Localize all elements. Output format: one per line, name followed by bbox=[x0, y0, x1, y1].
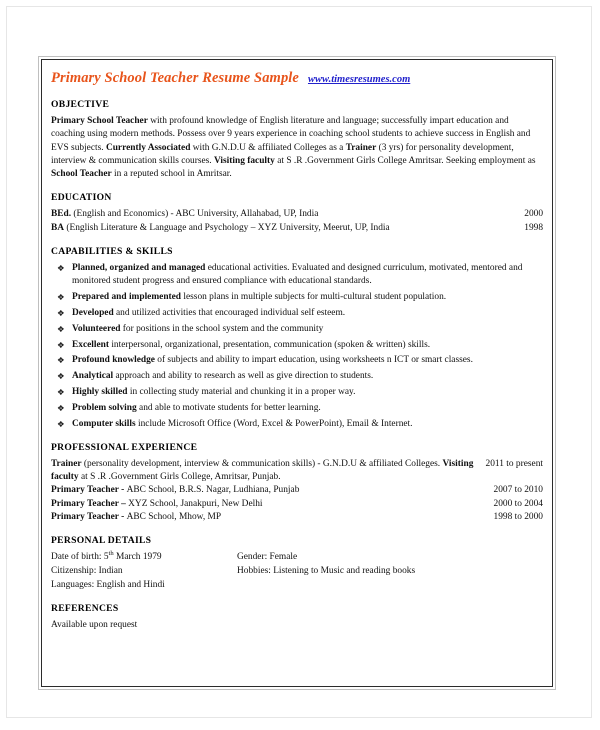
detail-gender: Gender: Female bbox=[237, 552, 298, 563]
list-item bbox=[51, 291, 543, 304]
list-item-text: for positions in the school system and the community bbox=[120, 323, 324, 334]
diamond-bullet-icon: ❖ bbox=[57, 386, 65, 397]
experience-entry-text bbox=[51, 498, 484, 511]
diamond-bullet-icon: ❖ bbox=[57, 418, 65, 429]
objective-text-4: at S .R .Government Girls College Amritsar. Seeking employment as bbox=[274, 155, 536, 166]
list-item-text: lesson plans in multiple subjects for multi-cultural student population. bbox=[181, 292, 447, 303]
list-item bbox=[51, 354, 543, 367]
diamond-bullet-icon: ❖ bbox=[57, 323, 65, 334]
list-item-bold: Analytical bbox=[72, 371, 114, 382]
personal-details-grid bbox=[51, 551, 543, 592]
experience-role: Primary Teacher – bbox=[51, 498, 129, 509]
list-item bbox=[51, 307, 543, 320]
education-heading: EDUCATION bbox=[51, 192, 112, 204]
list-item bbox=[51, 418, 543, 431]
personal-details-heading: PERSONAL DETAILS bbox=[51, 535, 152, 547]
list-item-text: include Microsoft Office (Word, Excel & PowerPoint), Email & Internet. bbox=[135, 418, 413, 429]
education-entry-text bbox=[51, 208, 514, 221]
diamond-bullet-icon: ❖ bbox=[57, 371, 65, 382]
education-year: 2000 bbox=[524, 209, 543, 220]
list-item-text: and utilized activities that encouraged individual self esteem. bbox=[113, 307, 346, 318]
diamond-bullet-icon: ❖ bbox=[57, 263, 65, 274]
section-capabilities bbox=[51, 246, 543, 431]
list-item-text: of subjects and ability to impart education, using worksheets n ICT or smart classes. bbox=[154, 355, 473, 366]
capabilities-heading: CAPABILITIES & SKILLS bbox=[51, 246, 173, 258]
list-item-bold: Prepared and implemented bbox=[72, 292, 182, 303]
list-item-bold: Highly skilled bbox=[72, 386, 128, 397]
experience-row bbox=[51, 484, 543, 497]
section-objective bbox=[51, 99, 543, 181]
experience-detail: XYZ School, Janakpuri, New Delhi bbox=[128, 498, 263, 509]
detail-date-of-birth bbox=[51, 551, 237, 565]
experience-detail-2: at S .R .Government Girls College, Amritsar, Punjab. bbox=[78, 472, 281, 483]
experience-detail: ABC School, B.R.S. Nagar, Ludhiana, Punjab bbox=[126, 485, 300, 496]
experience-role-2: Visiting faculty bbox=[51, 458, 474, 483]
references-heading: REFERENCES bbox=[51, 603, 119, 615]
list-item-text: and able to motivate students for better learning. bbox=[136, 402, 321, 413]
experience-row-trainer bbox=[51, 458, 543, 485]
experience-role: Primary Teacher - bbox=[51, 485, 127, 496]
list-item-bold: Volunteered bbox=[72, 323, 121, 334]
list-item-bold: Profound knowledge bbox=[72, 355, 155, 366]
education-year: 1998 bbox=[524, 222, 543, 233]
experience-entries bbox=[51, 458, 543, 524]
list-item bbox=[51, 386, 543, 399]
diamond-bullet-icon: ❖ bbox=[57, 355, 65, 366]
list-item bbox=[51, 262, 543, 289]
objective-bold-2: Currently Associated bbox=[105, 142, 191, 153]
experience-entry-text bbox=[51, 458, 476, 485]
list-item-bold: Planned, organized and managed bbox=[72, 263, 206, 274]
list-item bbox=[51, 370, 543, 383]
objective-heading: OBJECTIVE bbox=[51, 99, 110, 110]
list-item-text: interpersonal, organizational, presentation, communication (spoken & written) skills. bbox=[108, 339, 431, 350]
dob-rest: March 1979 bbox=[113, 552, 162, 563]
objective-bold-4: Visiting faculty bbox=[214, 155, 275, 166]
page-title: Primary School Teacher Resume Sample bbox=[51, 70, 299, 86]
document-header bbox=[51, 70, 543, 87]
diamond-bullet-icon: ❖ bbox=[57, 339, 65, 350]
section-education bbox=[51, 192, 543, 235]
experience-heading: PROFESSIONAL EXPERIENCE bbox=[51, 441, 198, 453]
objective-bold-5: School Teacher bbox=[51, 169, 112, 180]
experience-row bbox=[51, 498, 543, 511]
list-item-bold: Problem solving bbox=[72, 402, 137, 413]
education-row bbox=[51, 222, 543, 235]
education-degree: BA bbox=[51, 222, 65, 233]
detail-hobbies: Hobbies: Listening to Music and reading books bbox=[237, 565, 416, 576]
list-item-bold: Excellent bbox=[72, 339, 109, 350]
dob-ordinal: th bbox=[108, 550, 114, 558]
list-item-bold: Computer skills bbox=[72, 418, 136, 429]
objective-text-5: in a reputed school in Amritsar. bbox=[111, 169, 232, 180]
experience-entry-text bbox=[51, 484, 484, 497]
resume-document bbox=[38, 56, 556, 690]
experience-year: 2007 to 2010 bbox=[493, 485, 543, 496]
education-degree: BEd. bbox=[51, 209, 72, 220]
diamond-bullet-icon: ❖ bbox=[57, 307, 65, 318]
capabilities-list bbox=[51, 262, 543, 431]
objective-lead: Primary School Teacher bbox=[51, 116, 148, 126]
objective-bold-3: Trainer bbox=[345, 142, 377, 153]
experience-role: Trainer bbox=[51, 458, 82, 469]
experience-detail: ABC School, Mhow, MP bbox=[126, 512, 222, 523]
experience-row bbox=[51, 511, 543, 524]
diamond-bullet-icon: ❖ bbox=[57, 402, 65, 413]
list-item-bold: Developed bbox=[72, 307, 114, 318]
objective-text-3: (3 yrs) for personality development, interview & communication skills courses. bbox=[51, 142, 514, 166]
experience-year: 2011 to present bbox=[485, 458, 543, 469]
education-entry-text bbox=[51, 222, 514, 235]
experience-detail-1: (personality development, interview & communication skills) - G.N.D.U & affiliated Colleges. bbox=[81, 458, 443, 469]
dob-label: Date of birth: 5 bbox=[51, 552, 109, 563]
section-references bbox=[51, 603, 543, 632]
objective-text-2: with G.N.D.U & affiliated Colleges as a bbox=[190, 142, 346, 153]
list-item-text: approach and ability to research as well as give direction to students. bbox=[113, 371, 374, 382]
website-link[interactable]: www.timesresumes.com bbox=[307, 74, 411, 85]
list-item bbox=[51, 323, 543, 336]
education-row bbox=[51, 208, 543, 221]
list-item-text: in collecting study material and chunking it in a proper way. bbox=[127, 386, 356, 397]
detail-citizenship: Citizenship: Indian bbox=[51, 565, 123, 576]
list-item bbox=[51, 402, 543, 415]
experience-year: 2000 to 2004 bbox=[493, 498, 543, 509]
education-entries bbox=[51, 208, 543, 235]
experience-year: 1998 to 2000 bbox=[493, 512, 543, 523]
resume-content-area bbox=[41, 59, 553, 687]
references-text: Available upon request bbox=[51, 620, 138, 631]
objective-text bbox=[51, 115, 543, 181]
section-experience bbox=[51, 442, 543, 524]
diamond-bullet-icon: ❖ bbox=[57, 292, 65, 303]
education-detail: (English and Economics) - ABC University, Allahabad, UP, India bbox=[71, 209, 319, 220]
detail-languages: Languages: English and Hindi bbox=[51, 579, 165, 590]
objective-text-1: with profound knowledge of English literature and language; successfully impart education and coaching using modern methods. Possess over 9 years experience in coaching school students to achieve success in English and EVS subjects. bbox=[51, 116, 531, 153]
list-item bbox=[51, 339, 543, 352]
experience-role: Primary Teacher - bbox=[51, 512, 127, 523]
list-item-text: educational activities. Evaluated and designed curriculum, motivated, mentored and monitored student progress and ensured compliance with educational standards. bbox=[72, 263, 523, 287]
experience-entry-text bbox=[51, 511, 484, 524]
education-detail: (English Literature & Language and Psychology – XYZ University, Meerut, UP, India bbox=[64, 222, 390, 233]
section-personal-details bbox=[51, 535, 543, 592]
